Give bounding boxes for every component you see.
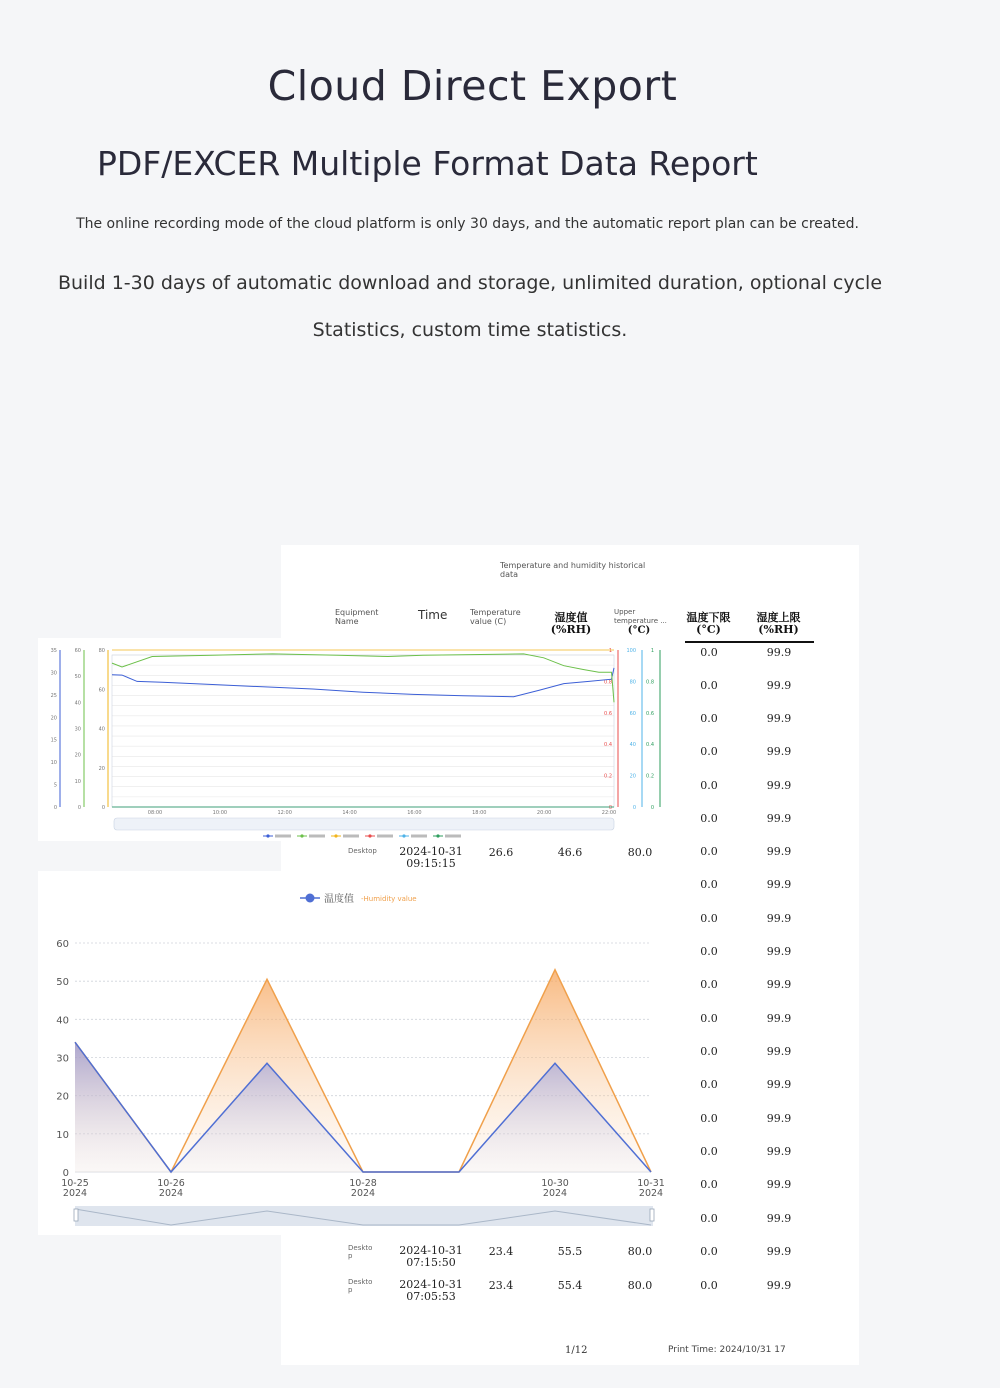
left-axis-tick-label: 40 xyxy=(74,700,81,707)
hum-upper-limit-cell: 99.9 xyxy=(766,1078,792,1091)
legend-swatch-dot xyxy=(300,834,303,837)
hum-upper-limit-cell: 99.9 xyxy=(766,712,792,725)
left-axis-tick-label: 35 xyxy=(50,648,57,654)
right-axis-tick-label: 0.6 xyxy=(604,710,612,717)
legend-label-placeholder xyxy=(343,835,359,838)
legend-swatch-dot xyxy=(368,834,371,837)
left-axis-tick-label: 0 xyxy=(77,805,81,811)
right-axis-tick-label: 0.8 xyxy=(604,679,612,686)
right-axis-tick-label: 1 xyxy=(608,648,612,654)
row1-temp: 26.6 xyxy=(488,846,514,859)
left-axis-tick-label: 30 xyxy=(50,670,57,677)
plot-border xyxy=(112,655,614,807)
right-axis-tick-label: 0 xyxy=(650,805,654,811)
right-axis-tick-label: 1 xyxy=(650,648,654,654)
legend-label-placeholder xyxy=(275,835,291,838)
hum-upper-limit-cell: 99.9 xyxy=(766,745,792,758)
left-axis-tick-label: 15 xyxy=(50,737,57,744)
col-temp-lower-limit xyxy=(681,612,736,636)
row2-hum: 55.5 xyxy=(557,1245,583,1258)
legend-label: -Humidity value xyxy=(361,895,417,903)
left-axis-tick-label: 30 xyxy=(74,726,81,733)
legend-label-placeholder xyxy=(445,835,461,838)
row2-device: Deskto p xyxy=(348,1244,373,1260)
x-axis-tick-label: 2024 xyxy=(158,1188,184,1199)
row1-upper: 80.0 xyxy=(627,846,653,859)
series-line xyxy=(112,668,614,697)
row1-date: 2024-10-31 xyxy=(399,845,463,858)
right-axis-tick-label: 0.4 xyxy=(646,742,654,749)
temp-lower-limit-cell: 0.0 xyxy=(700,978,718,991)
x-axis-tick-label: 10-25 xyxy=(61,1178,89,1189)
left-axis-tick-label: 40 xyxy=(98,726,105,733)
zoom-slider-handle xyxy=(74,1209,78,1221)
hum-upper-limit-cell: 99.9 xyxy=(766,1178,792,1191)
right-axis-tick-label: 0.4 xyxy=(604,742,612,749)
hum-upper-limit-cell: 99.9 xyxy=(766,1012,792,1025)
x-axis-tick-label: 10-31 xyxy=(637,1178,665,1189)
legend-swatch-dot xyxy=(436,834,439,837)
description-line-3: Statistics, custom time statistics. xyxy=(312,319,628,341)
print-time: Print Time: 2024/10/31 17 xyxy=(668,1345,786,1355)
col-temp-lower-label: 温度下限 xyxy=(686,611,731,624)
multi-axis-line-chart xyxy=(38,638,661,841)
temp-lower-limit-cell: 0.0 xyxy=(700,1245,718,1258)
col-hum-upper-limit xyxy=(751,612,806,636)
left-axis-tick-label: 20 xyxy=(98,765,105,772)
y-axis-tick-label: 20 xyxy=(56,1091,69,1103)
right-axis-tick-label: 20 xyxy=(629,773,636,780)
y-axis-tick-label: 0 xyxy=(62,1168,69,1179)
legend-swatch-dot xyxy=(266,834,269,837)
hum-upper-limit-cell: 99.9 xyxy=(766,978,792,991)
row3-temp: 23.4 xyxy=(488,1279,514,1292)
x-axis-tick-label: 20:00 xyxy=(536,810,552,816)
x-axis-tick-label: 08:00 xyxy=(147,810,163,816)
left-axis-tick-label: 80 xyxy=(98,648,105,654)
row2-date: 2024-10-31 xyxy=(399,1244,463,1257)
temp-lower-limit-cell: 0.0 xyxy=(700,646,718,659)
temp-lower-limit-cell: 0.0 xyxy=(700,912,718,925)
row2-time xyxy=(396,1245,466,1269)
row3-device: Deskto p xyxy=(348,1278,373,1294)
col-upper-temperature xyxy=(614,608,669,634)
right-axis-tick-label: 0.2 xyxy=(646,773,654,780)
description-block xyxy=(0,260,940,354)
temp-lower-limit-cell: 0.0 xyxy=(700,1212,718,1225)
row3-time xyxy=(396,1279,466,1303)
right-axis-tick-label: 0 xyxy=(632,805,636,811)
hum-upper-limit-cell: 99.9 xyxy=(766,679,792,692)
col-upper-temperature-unit: (°C) xyxy=(627,625,651,636)
row1-device: Desktop xyxy=(348,847,377,855)
hum-upper-limit-cell: 99.9 xyxy=(766,1045,792,1058)
multi-axis-line-chart-svg xyxy=(38,638,661,841)
header-underline xyxy=(685,641,814,643)
x-axis-tick-label: 2024 xyxy=(62,1188,88,1199)
row2-temp: 23.4 xyxy=(488,1245,514,1258)
legend-label-placeholder xyxy=(309,835,325,838)
left-axis-tick-label: 10 xyxy=(74,778,81,785)
row2-upper: 80.0 xyxy=(627,1245,653,1258)
x-axis-tick-label: 2024 xyxy=(350,1188,376,1199)
right-axis-tick-label: 0 xyxy=(608,805,612,811)
hum-upper-limit-cell: 99.9 xyxy=(766,1145,792,1158)
left-axis-tick-label: 0 xyxy=(53,805,57,811)
right-axis-tick-label: 60 xyxy=(629,710,636,717)
x-axis-tick-label: 10-30 xyxy=(541,1178,569,1189)
row1-hum: 46.6 xyxy=(557,846,583,859)
left-axis-tick-label: 60 xyxy=(98,687,105,694)
left-axis-tick-label: 60 xyxy=(74,648,81,654)
series-line xyxy=(112,654,614,702)
description-line-2: Build 1-30 days of automatic download and storage, unlimited duration, optional cycle xyxy=(57,272,883,294)
x-axis-tick-label: 18:00 xyxy=(472,810,487,816)
col-hum-upper-label: 湿度上限 xyxy=(756,611,801,624)
temp-lower-limit-cell: 0.0 xyxy=(700,745,718,758)
temp-lower-limit-cell: 0.0 xyxy=(700,712,718,725)
row2-clock: 07:15:50 xyxy=(406,1256,456,1269)
legend-swatch-dot xyxy=(402,834,405,837)
col-temperature: Temperature value (C) xyxy=(470,608,521,626)
temp-lower-limit-cell: 0.0 xyxy=(700,779,718,792)
left-axis-tick-label: 0 xyxy=(101,805,105,811)
x-axis-tick-label: 2024 xyxy=(638,1188,664,1199)
legend-swatch-dot xyxy=(334,834,337,837)
left-axis-tick-label: 5 xyxy=(53,782,57,789)
hum-upper-limit-cell: 99.9 xyxy=(766,878,792,891)
right-axis-tick-label: 80 xyxy=(629,679,636,686)
x-axis-tick-label: 22:00 xyxy=(601,810,617,816)
x-axis-tick-label: 10:00 xyxy=(212,810,228,816)
y-axis-tick-label: 40 xyxy=(56,1015,69,1027)
hum-upper-limit-cell: 99.9 xyxy=(766,812,792,825)
x-axis-tick-label: 10-26 xyxy=(157,1178,185,1189)
left-axis-tick-label: 25 xyxy=(50,692,57,699)
temp-lower-limit-cell: 0.0 xyxy=(700,1112,718,1125)
hum-upper-limit-cell: 99.9 xyxy=(766,945,792,958)
row1-time xyxy=(396,846,466,870)
x-axis-tick-label: 16:00 xyxy=(407,810,422,816)
hum-upper-limit-cell: 99.9 xyxy=(766,912,792,925)
legend-label-placeholder xyxy=(411,835,427,838)
hum-upper-limit-cell: 99.9 xyxy=(766,779,792,792)
col-time: Time xyxy=(418,608,448,622)
col-humidity-unit: (%RH) xyxy=(550,623,592,636)
temp-lower-limit-cell: 0.0 xyxy=(700,679,718,692)
area-chart-svg xyxy=(38,871,665,1235)
row3-hum: 55.4 xyxy=(557,1279,583,1292)
legend-label: 温度值 xyxy=(324,894,354,905)
right-axis-tick-label: 0.6 xyxy=(646,710,654,717)
legend-label-placeholder xyxy=(377,835,393,838)
hum-upper-limit-cell: 99.9 xyxy=(766,1279,792,1292)
temp-lower-limit-cell: 0.0 xyxy=(700,1078,718,1091)
y-axis-tick-label: 50 xyxy=(56,977,69,989)
temp-lower-limit-cell: 0.0 xyxy=(700,1045,718,1058)
left-axis-tick-label: 50 xyxy=(74,674,81,681)
row3-date: 2024-10-31 xyxy=(399,1278,463,1291)
col-equipment-name: Equipment Name xyxy=(335,608,379,626)
temp-lower-limit-cell: 0.0 xyxy=(700,812,718,825)
hum-upper-limit-cell: 99.9 xyxy=(766,1212,792,1225)
temp-lower-limit-cell: 0.0 xyxy=(700,878,718,891)
temp-lower-limit-cell: 0.0 xyxy=(700,945,718,958)
page-subtitle: PDF/EXCER Multiple Format Data Report xyxy=(97,144,758,183)
temp-lower-limit-cell: 0.0 xyxy=(700,1145,718,1158)
col-temp-lower-unit: (°C) xyxy=(696,623,721,636)
area-chart xyxy=(38,871,665,1235)
hum-upper-limit-cell: 99.9 xyxy=(766,1245,792,1258)
right-axis-tick-label: 0.2 xyxy=(604,773,612,780)
right-axis-tick-label: 100 xyxy=(626,648,636,654)
legend-swatch-dot xyxy=(306,894,315,903)
page-number: 1/12 xyxy=(565,1345,588,1356)
temp-lower-limit-cell: 0.0 xyxy=(700,1012,718,1025)
zoom-slider-handle xyxy=(650,1209,654,1221)
row3-upper: 80.0 xyxy=(627,1279,653,1292)
report-title: Temperature and humidity historical data xyxy=(500,561,646,579)
right-axis-tick-label: 40 xyxy=(629,742,636,749)
col-humidity xyxy=(546,612,596,636)
x-axis-tick-label: 14:00 xyxy=(342,810,357,816)
page-title: Cloud Direct Export xyxy=(267,62,678,110)
y-axis-tick-label: 10 xyxy=(56,1129,69,1141)
left-axis-tick-label: 10 xyxy=(50,760,57,767)
hum-upper-limit-cell: 99.9 xyxy=(766,1112,792,1125)
zoom-slider xyxy=(114,818,614,830)
row1-clock: 09:15:15 xyxy=(406,857,456,870)
x-axis-tick-label: 10-28 xyxy=(349,1178,377,1189)
left-axis-tick-label: 20 xyxy=(74,752,81,759)
hum-upper-limit-cell: 99.9 xyxy=(766,845,792,858)
description-line-1: The online recording mode of the cloud platform is only 30 days, and the automatic report plan can be created. xyxy=(76,216,859,232)
right-axis-tick-label: 0.8 xyxy=(646,679,654,686)
y-axis-tick-label: 60 xyxy=(56,939,69,950)
y-axis-tick-label: 30 xyxy=(56,1053,69,1065)
row3-clock: 07:05:53 xyxy=(406,1290,456,1303)
left-axis-tick-label: 20 xyxy=(50,715,57,722)
temp-lower-limit-cell: 0.0 xyxy=(700,845,718,858)
col-humidity-label: 湿度值 xyxy=(554,611,588,624)
col-hum-upper-unit: (%RH) xyxy=(758,623,799,636)
hum-upper-limit-cell: 99.9 xyxy=(766,646,792,659)
col-upper-temperature-label: Upper temperature ... xyxy=(614,608,667,625)
x-axis-tick-label: 12:00 xyxy=(277,810,292,816)
temp-lower-limit-cell: 0.0 xyxy=(700,1178,718,1191)
temp-lower-limit-cell: 0.0 xyxy=(700,1279,718,1292)
x-axis-tick-label: 2024 xyxy=(542,1188,568,1199)
